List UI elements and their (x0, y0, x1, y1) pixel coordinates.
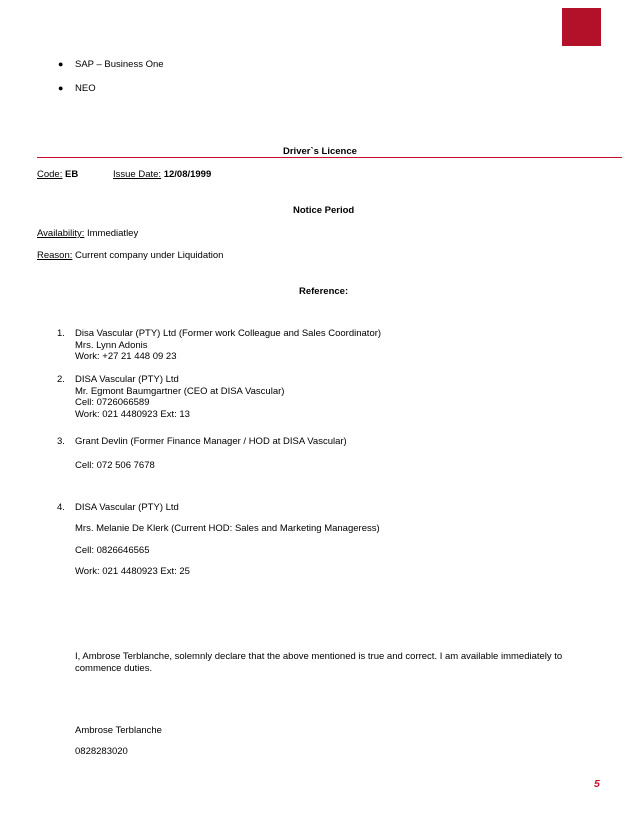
issue-date-label: Issue Date: (113, 169, 162, 180)
availability-label: Availability: (37, 228, 85, 239)
reference-line: Cell: 072 506 7678 (75, 460, 155, 471)
reference-line: Mrs. Melanie De Klerk (Current HOD: Sales and Marketing Manageress) (75, 523, 380, 534)
reference-line: Work: 021 4480923 Ext: 25 (75, 566, 190, 577)
reference-number: 2. (57, 374, 65, 385)
availability-value: Immediatley (87, 228, 139, 239)
licence-issue-row (113, 169, 211, 180)
licence-code-row (37, 169, 78, 180)
reference-line: Mr. Egmont Baumgartner (CEO at DISA Vascular) (75, 385, 285, 397)
notice-heading: Notice Period (293, 205, 355, 216)
reason-label: Reason: (37, 250, 73, 261)
skill-item: NEO (75, 83, 96, 94)
reference-line: Cell: 0826646565 (75, 545, 150, 556)
reference-heading: Reference: (299, 286, 349, 297)
reason-value: Current company under Liquidation (75, 250, 224, 261)
page-number: 5 (594, 778, 600, 790)
section-divider (37, 157, 622, 158)
reference-line: Mrs. Lynn Adonis (75, 339, 148, 351)
reference-number: 3. (57, 436, 65, 447)
header-red-box (562, 8, 601, 46)
reference-line: Grant Devlin (Former Finance Manager / HOD at DISA Vascular) (75, 436, 347, 447)
declaration-line: commence duties. (75, 662, 153, 674)
reference-line: Work: 021 4480923 Ext: 13 (75, 408, 190, 420)
declaration-line: I, Ambrose Terblanche, solemnly declare that the above mentioned is true and correct. I am available immediately to (75, 651, 563, 662)
bullet-icon: ● (58, 59, 64, 69)
issue-date-value: 12/08/1999 (163, 169, 212, 180)
reference-line: Disa Vascular (PTY) Ltd (Former work Colleague and Sales Coordinator) (75, 328, 382, 339)
availability-row (37, 228, 138, 239)
reason-row (37, 250, 223, 261)
signature-phone: 0828283020 (75, 746, 128, 757)
skill-item: SAP – Business One (75, 59, 164, 70)
reference-line: DISA Vascular (PTY) Ltd (75, 374, 179, 385)
bullet-icon: ● (58, 83, 64, 93)
reference-number: 1. (57, 328, 65, 339)
reference-number: 4. (57, 502, 65, 513)
reference-line: Work: +27 21 448 09 23 (75, 351, 177, 362)
reference-line: DISA Vascular (PTY) Ltd (75, 502, 179, 513)
declaration (75, 651, 562, 674)
reference-line: Cell: 0726066589 (75, 397, 150, 408)
code-value: EB (65, 169, 79, 180)
code-label: Code: (37, 169, 63, 180)
licence-heading: Driver`s Licence (283, 146, 357, 157)
signature-name: Ambrose Terblanche (75, 725, 162, 736)
